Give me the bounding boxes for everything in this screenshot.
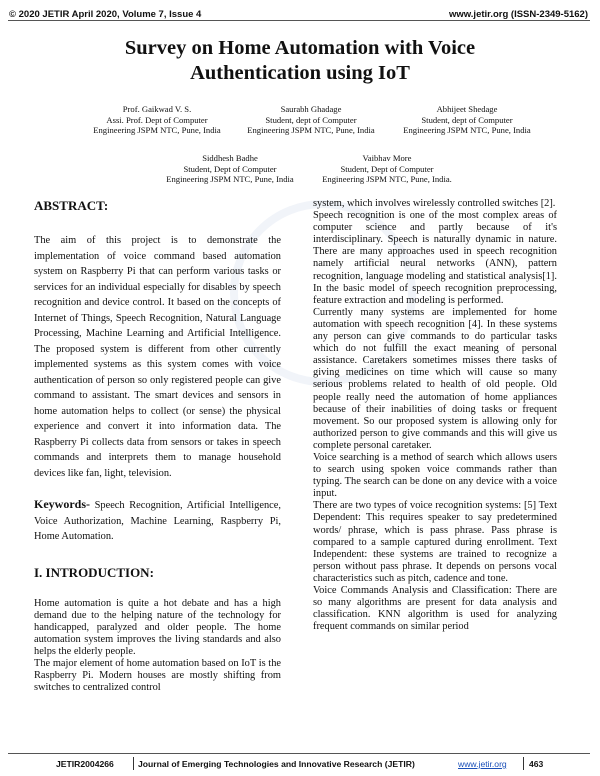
author-block <box>236 104 386 136</box>
body-paragraph-1: system, which involves wirelessly controlled switches [2]. <box>313 198 556 209</box>
right-column <box>313 198 557 633</box>
header-citation: © 2020 JETIR April 2020, Volume 7, Issue 4 <box>9 9 202 20</box>
author-name: Abhijeet Shedage <box>436 104 498 114</box>
footer-website-link[interactable]: www.jetir.org <box>458 759 507 769</box>
author-affiliation: Engineering JSPM NTC, Pune, India <box>247 125 375 135</box>
abstract-text: The aim of this project is to demonstrate the implementation of voice command based automation system on Raspberry Pi that can perform various tasks or services for an individual especially for disables by speech recognition and device control. It based on the concepts of Internet of Things, Speech Recognition, Natural Language Processing, Machine Learning and Artificial Intelligence. The proposed system is different from other currently implemented systems as this system comes with voice authentication of person so only registered people can give command to assistant. The smart devices and sensors in home automation helps to collect (or sense) the physical experience and convert it into information data. The Raspberry Pi collects data from sensors or takes in speech commands and interprets them to manage household devices like fan, light, television. <box>34 235 281 479</box>
author-role: Student, dept of Computer <box>421 114 513 125</box>
body-paragraph-2: Speech recognition is one of the most complex areas of computer science and partly because of it's interdisciplinary. Speech is naturally dynamic in nature. There are many approaches used in speech recognition namely artificial neural networks (ANN), pattern recognition, language modeling and statistical analysis[1]. In the basic model of speech recognition preprocessing, feature extraction and modeling is performed. <box>313 210 557 306</box>
abstract-heading: ABSTRACT: <box>34 198 109 213</box>
author-role: Student, Dept of Computer <box>340 163 434 174</box>
footer-separator <box>133 757 134 770</box>
header-website: www.jetir.org (ISSN-2349-5162) <box>448 9 588 20</box>
left-column <box>34 198 281 694</box>
author-affiliation: Engineering JSPM NTC, Pune, India. <box>322 174 452 184</box>
author-name: Siddhesh Badhe <box>202 153 258 163</box>
title-line-2: Authentication using IoT <box>190 62 410 84</box>
author-block <box>392 104 542 136</box>
paper-title <box>40 36 560 86</box>
author-block <box>155 153 305 185</box>
keywords-paragraph <box>34 497 281 545</box>
keywords-label: Keywords- <box>34 497 90 511</box>
author-affiliation: Engineering JSPM NTC, Pune, India <box>93 125 221 135</box>
author-role: Student, dept of Computer <box>265 114 357 125</box>
author-role: Student, Dept of Computer <box>183 163 277 174</box>
author-block <box>312 153 462 185</box>
author-name: Prof. Gaikwad V. S. <box>122 104 192 114</box>
footer-page-number: 463 <box>529 759 544 769</box>
author-affiliation: Engineering JSPM NTC, Pune, India <box>166 174 294 184</box>
title-line-1: Survey on Home Automation with Voice <box>124 37 476 59</box>
footer-separator <box>523 757 524 770</box>
introduction-paragraph-2: The major element of home automation based on IoT is the Raspberry Pi. Modern houses are mostly shifting from switches to centralized control <box>34 657 281 694</box>
header-rule <box>8 20 590 21</box>
author-name: Vaibhav More <box>362 153 412 163</box>
author-block <box>82 104 232 136</box>
body-paragraph-6: Voice Commands Analysis and Classification: There are so many algorithms are present for data analysis and classification. KNN algorithm is used for analyzing frequent commands on similar period <box>313 585 557 633</box>
footer-journal: Journal of Emerging Technologies and Innovative Research (JETIR) <box>138 759 415 769</box>
footer-rule <box>8 753 590 754</box>
keywords-text: Speech Recognition, Artificial Intelligence, Voice Authorization, Machine Learning, Raspberry Pi, Home Automation. <box>34 500 281 542</box>
body-paragraph-3: Currently many systems are implemented for home automation with speech recognition [4]. In these systems any person can give commands to do particular tasks which do not fulfill the exact meaning of personal assistance. Caretakers sometimes misses there tasks of giving medicines on time which will cause so many serious problems related to health of old people. Old people really need the automation of home appliances because of their inabilities of doing tasks or frequent movement. So our proposed system is allowing only for authorized person to give commands and this will give us complete personal caretaker. <box>313 306 557 451</box>
author-affiliation: Engineering JSPM NTC, Pune, India <box>403 125 531 135</box>
body-paragraph-5: There are two types of voice recognition systems: [5] Text Dependent: This requires speaker to say predetermined words/ phrase, which is pass phrase. Pass phrase is compared to a sample captured during enrollment. Text Independent: these systems are trained to recognize a person without pass phrase. It depends on persons vocal characteristics such as pitch, cadence and tone. <box>313 500 557 584</box>
introduction-paragraph-1: Home automation is quite a hot debate and has a high demand due to the helping nature of the technology for handicapped, paralyzed and older people. The home automation system improves the living standards and also helps the elderly people. <box>34 597 281 657</box>
footer-paper-id: JETIR2004266 <box>56 759 114 769</box>
body-paragraph-4: Voice searching is a method of search which allows users to search using spoken voice commands rather than typing. The search can be done on any device with a voice input. <box>313 451 557 500</box>
author-role: Assi. Prof. Dept of Computer <box>106 114 208 125</box>
author-name: Saurabh Ghadage <box>280 104 342 114</box>
introduction-heading: I. INTRODUCTION: <box>34 564 154 580</box>
